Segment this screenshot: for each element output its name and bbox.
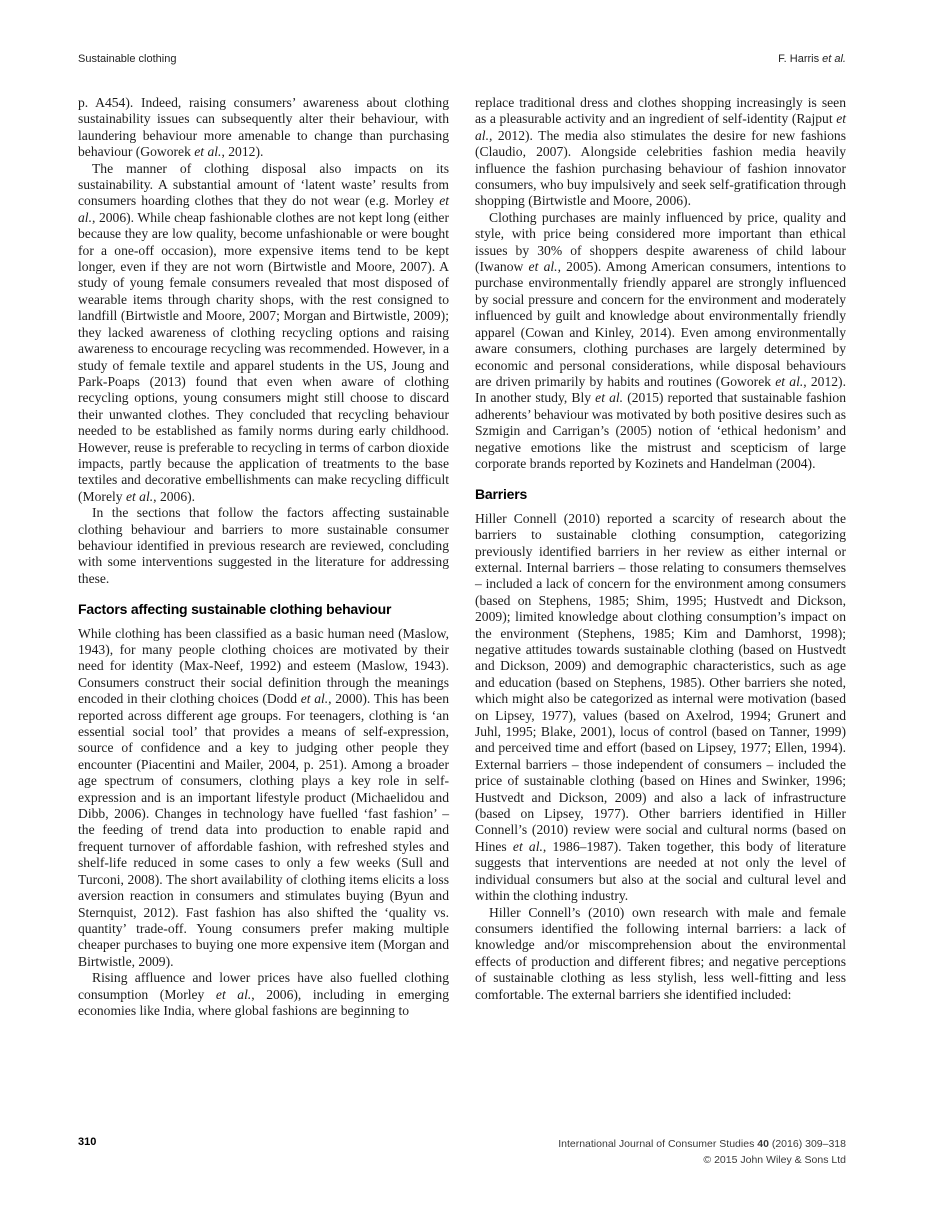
left-column [78, 95, 449, 1019]
paragraph: Clothing purchases are mainly influenced by price, quality and style, with price being considered more important than ethical issues by 30% of shoppers despite awareness of child labour (Iwanow et al., 2005). Among American consumers, intentions to purchase environmentally friendly apparel are strongly influenced by social pressure and concern for the environment and moderately influenced by guilt and knowledge about environmentally friendly apparel (Cowan and Kinley, 2014). Even among environmentally aware consumers, clothing purchases are largely determined by economic and personal considerations, while disposal behaviours are driven primarily by habits and routines (Goworek et al., 2012). In another study, Bly et al. (2015) reported that sustainable fashion adherents’ behaviour was motivated by both positive desires such as Szmigin and Carrigan’s (2005) notion of ‘ethical hedonism’ and negative emotions like the mistrust and scepticism of large corporate brands reported by Kozinets and Handelman (2004). [475, 209, 846, 471]
paragraph: Hiller Connell (2010) reported a scarcity of research about the barriers to sustainable clothing consumption, categorizing previously identified barriers in her review as either internal or external. Internal barriers – those relating to consumers themselves – included a lack of concern for the environment among consumers (based on Stephens, 1985; Shim, 1995; Hustvedt and Dickson, 2009); limited knowledge about clothing consumption’s impact on the environment (Stephens, 1985; Kim and Damhorst, 1998); negative attitudes towards sustainable clothing (based on Hustvedt and Dickson, 2009) and demographic characteristics, such as age and education (based on Stephens, 1985). Other barriers she noted, which might also be categorized as internal were motivation (based on Lipsey, 1977), values (based on Axelrod, 1994; Grunert and Juhl, 1995; Blake, 2001), locus of control (based on Tanner, 1999) and perceived time and effort (based on Lipsey, 1977; Ellen, 1994). External barriers – those independent of consumers – included the price of sustainable clothing (based on Hines and Swinker, 1996; Hustvedt and Dickson, 2009) and also a lack of infrastructure (based on Lipsey, 1977). Other barriers identified in Hiller Connell’s (2010) review were social and cultural norms (based on Hines et al., 1986–1987). Taken together, this body of literature suggests that interventions are needed at not only the level of individual consumers but also at the social and cultural level and within the clothing industry. [475, 510, 846, 904]
paragraph: In the sections that follow the factors affecting sustainable clothing behaviour and barriers to more sustainable consumer behaviour identified in previous research are reviewed, concluding with some interventions suggested in the literature for addressing these. [78, 505, 449, 586]
journal-citation: International Journal of Consumer Studies 40 (2016) 309–318 [558, 1138, 846, 1150]
paragraph: Hiller Connell’s (2010) own research with male and female consumers identified the following internal barriers: a lack of knowledge and/or miscomprehension about the environmental effects of production and different fibres; and negative perceptions of sustainable clothing as less stylish, less well-fitting and less comfortable. The external barriers she identified included: [475, 904, 846, 1002]
paragraph: Rising affluence and lower prices have also fuelled clothing consumption (Morley et al., 2006), including in emerging economies like India, where global fashions are beginning to [78, 970, 450, 1018]
running-head-authors: F. Harris et al. [778, 53, 846, 65]
copyright-notice: © 2015 John Wiley & Sons Ltd [703, 1154, 846, 1166]
right-column [475, 95, 846, 1019]
two-column-body [78, 95, 846, 1019]
section-heading: Barriers [475, 486, 528, 503]
paragraph: p. A454). Indeed, raising consumers’ awareness about clothing sustainability issues can subsequently alter their behaviour, with laundering behaviour more amenable to change than purchasing behaviour (Goworek et al., 2012). [78, 95, 449, 160]
section-heading: Factors affecting sustainable clothing behaviour [78, 601, 392, 618]
paragraph: replace traditional dress and clothes shopping increasingly is seen as a pleasurable activity and an ingredient of self-identity (Rajput et al., 2012). The media also stimulates the desire for new fashions (Claudio, 2007). Alongside celebrities fashion media heavily influence the fashion purchasing behaviour of fashion innovator consumers, who buy impulsively and seek self-gratification through shopping (Birtwistle and Moore, 2006). [475, 95, 846, 209]
page-footer [78, 1136, 846, 1168]
footer-imprint [558, 1136, 846, 1168]
paragraph: While clothing has been classified as a basic human need (Maslow, 1943), for many people clothing choices are motivated by their need for identity (Max-Neef, 1992) and esteem (Maslow, 1943). Consumers construct their social definition through the meanings encoded in their clothing choices (Dodd et al., 2000). This has been reported across different age groups. For teenagers, clothing is ‘an essential social tool’ that provides a means of self-expression, source of confidence and a key to judging other people they encounter (Piacentini and Mailer, 2004, p. 251). Among a broader age spectrum of consumers, clothing plays a key role in self-expression and is an important lifestyle product (Michaelidou and Dibb, 2006). Changes in technology have fuelled ‘fast fashion’ – the feeding of trend data into production to enable rapid and frequent turnover of affordable fashion, with refreshed styles and shelf-life reduced in some cases to only a few weeks (Sull and Turconi, 2008). The short availability of clothing items elicits a loss aversion reaction in consumers and stimulates buying (Byun and Sternquist, 2012). Fast fashion has also shifted the ‘quality vs. quantity’ trade-off. Young consumers prefer making multiple cheaper purchases to buying one more expensive item (Morgan and Birtwistle, 2009). [78, 625, 449, 969]
page-number: 310 [78, 1136, 97, 1148]
running-head-title: Sustainable clothing [78, 53, 177, 65]
page-header [78, 53, 846, 65]
paragraph: The manner of clothing disposal also impacts on its sustainability. A substantial amount of ‘latent waste’ results from consumers hoarding clothes that they do not wear (e.g. Morley et al., 2006). While cheap fashionable clothes are not kept long (either because they are low quality, become unfashionable or were bought for a one-off occasion), more expensive items tend to be kept longer, even if they are not worn (Birtwistle and Moore, 2007). A study of young female consumers revealed that most disposed of wearable items through charity shops, with the rest consigned to landfill (Birtwistle and Moore, 2007; Morgan and Birtwistle, 2009); they lacked awareness of clothing recycling options and raising awareness to encourage recycling was recommended. However, in a study of female textile and apparel students in the US, Joung and Park-Poaps (2013) found that even when aware of clothing recycling options, young consumers might still choose to discard their unwanted clothes. They concluded that recycling behaviour needed to be established as family norms during early childhood. However, reuse is preferable to recycling in terms of carbon dioxide impacts, partly because the application of treatments to the base textiles and decorative embellishments can make recycling difficult (Morely et al., 2006). [78, 160, 449, 504]
